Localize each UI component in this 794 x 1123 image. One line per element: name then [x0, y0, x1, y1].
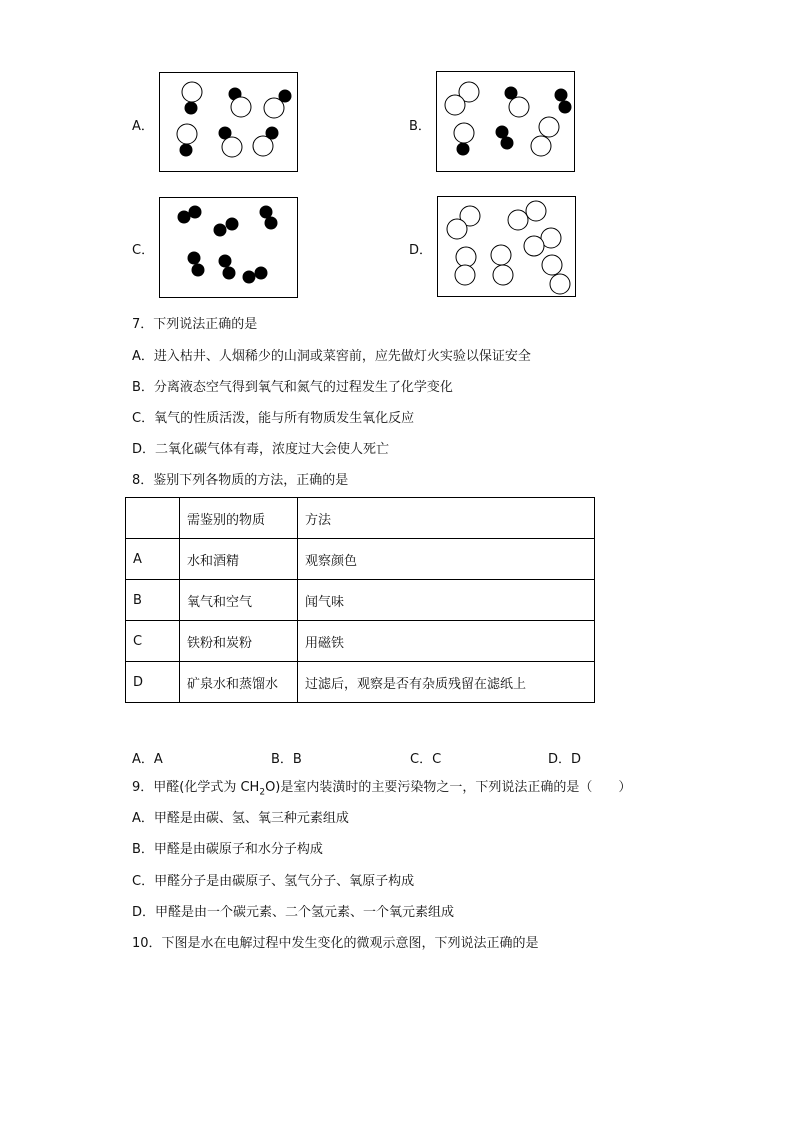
figure-c	[159, 197, 298, 298]
white-atom	[542, 255, 562, 275]
black-atom	[505, 87, 517, 99]
q9-option-d: D．甲醛是由一个碳元素、二个氢元素、一个氧元素组成	[132, 905, 455, 920]
black-atom	[188, 252, 200, 264]
black-atom	[265, 217, 277, 229]
table-row	[126, 621, 595, 662]
black-atom	[559, 101, 571, 113]
figure-d	[437, 196, 576, 297]
table-cell: 用磁铁	[298, 621, 595, 662]
q8-answer-b: B．B	[271, 752, 302, 767]
table-header-cell	[126, 498, 180, 539]
q8-answer-c: C．C	[410, 752, 442, 767]
white-atom	[455, 265, 475, 285]
black-atom	[178, 211, 190, 223]
table-cell: 铁粉和炭粉	[180, 621, 298, 662]
black-atom	[266, 127, 278, 139]
white-atom	[182, 82, 202, 102]
white-atom	[447, 219, 467, 239]
q8-answer-d: D．D	[548, 752, 582, 767]
q9-stem-end: O)是室内装潢时的主要污染物之一，下列说法正确的是（ ）	[265, 780, 632, 795]
q9-formula-subscript: 2	[259, 787, 266, 798]
q9-option-c: C．甲醛分子是由碳原子、氢气分子、氧原子构成	[132, 874, 415, 889]
figure-c-label: C．	[132, 243, 155, 258]
white-atom	[456, 247, 476, 267]
white-atom	[231, 97, 251, 117]
figure-a-diagram	[160, 73, 299, 173]
white-atom	[491, 245, 511, 265]
white-atom	[524, 236, 544, 256]
q7-option-c: C．氧气的性质活泼，能与所有物质发生氧化反应	[132, 411, 415, 426]
figure-c-diagram	[160, 198, 299, 299]
table-row	[126, 580, 595, 621]
figure-b-diagram	[437, 72, 576, 173]
black-atom	[185, 102, 197, 114]
black-atom	[226, 218, 238, 230]
q9-option-b: B．甲醛是由碳原子和水分子构成	[132, 842, 323, 857]
table-cell: 过滤后，观察是否有杂质残留在滤纸上	[298, 662, 595, 703]
table-cell: 观察颜色	[298, 539, 595, 580]
table-cell: C	[126, 621, 180, 662]
white-atom	[493, 265, 513, 285]
black-atom	[192, 264, 204, 276]
black-atom	[223, 267, 235, 279]
white-atom	[509, 97, 529, 117]
white-atom	[445, 95, 465, 115]
white-atom	[222, 137, 242, 157]
q9-stem	[132, 779, 631, 802]
figure-b-label: B．	[409, 119, 431, 134]
table-cell: A	[126, 539, 180, 580]
figure-d-diagram	[438, 197, 577, 298]
q7-option-b: B．分离液态空气得到氧气和氮气的过程发生了化学变化	[132, 380, 453, 395]
q7-option-d: D．二氧化碳气体有毒，浓度过大会使人死亡	[132, 442, 390, 457]
table-cell: B	[126, 580, 180, 621]
white-atom	[454, 123, 474, 143]
white-atom	[550, 274, 570, 294]
black-atom	[243, 271, 255, 283]
table-cell: 闻气味	[298, 580, 595, 621]
figure-b	[436, 71, 575, 172]
white-atom	[531, 136, 551, 156]
q9-option-a: A．甲醛是由碳、氢、氧三种元素组成	[132, 811, 349, 826]
table-row	[126, 539, 595, 580]
black-atom	[457, 143, 469, 155]
q8-stem: 8．鉴别下列各物质的方法，正确的是	[132, 473, 349, 488]
table-header-cell: 方法	[298, 498, 595, 539]
black-atom	[260, 206, 272, 218]
black-atom	[279, 90, 291, 102]
white-atom	[526, 201, 546, 221]
q7-stem: 7．下列说法正确的是	[132, 317, 258, 332]
table-header-row	[126, 498, 595, 539]
black-atom	[214, 224, 226, 236]
table-header-cell: 需鉴别的物质	[180, 498, 298, 539]
white-atom	[177, 124, 197, 144]
table-cell: 氧气和空气	[180, 580, 298, 621]
figure-d-label: D．	[409, 243, 433, 258]
table-cell: 水和酒精	[180, 539, 298, 580]
table-cell: 矿泉水和蒸馏水	[180, 662, 298, 703]
table-cell: D	[126, 662, 180, 703]
q7-option-a: A．进入枯井、人烟稀少的山洞或菜窖前，应先做灯火实验以保证安全	[132, 349, 531, 364]
table-row	[126, 662, 595, 703]
black-atom	[555, 89, 567, 101]
q10-stem: 10．下图是水在电解过程中发生变化的微观示意图，下列说法正确的是	[132, 936, 539, 951]
figure-a-label: A．	[132, 119, 154, 134]
black-atom	[255, 267, 267, 279]
figure-a	[159, 72, 298, 172]
black-atom	[501, 137, 513, 149]
black-atom	[219, 255, 231, 267]
q8-table	[125, 497, 595, 703]
black-atom	[180, 144, 192, 156]
q9-stem-start: 9．甲醛(化学式为 CH	[132, 780, 260, 795]
black-atom	[189, 206, 201, 218]
white-atom	[508, 210, 528, 230]
black-atom	[496, 126, 508, 138]
q8-answer-a: A．A	[132, 752, 163, 767]
white-atom	[539, 117, 559, 137]
